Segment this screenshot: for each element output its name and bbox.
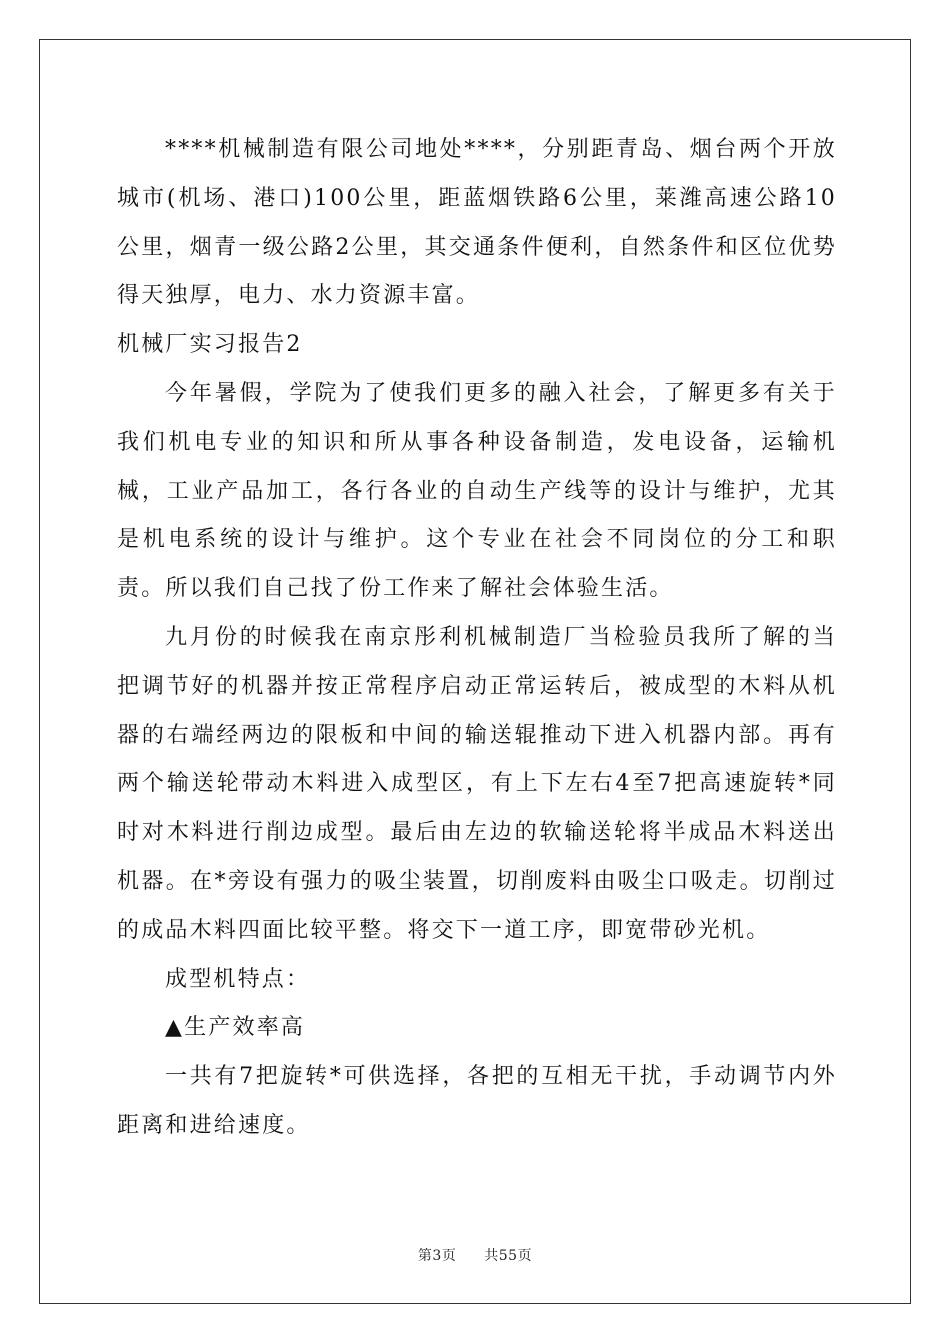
section-heading: 机械厂实习报告2	[117, 332, 303, 358]
paragraph: ****机械制造有限公司地处****，分别距青岛、烟台两个开放城市(机场、港口)100公里，距蓝烟铁路6公里，莱潍高速公路10公里，烟青一级公路2公里，其交通条件便利，自然条件和区位优势得天独厚，电力、水力资源丰富。	[117, 137, 837, 309]
paragraph: ▲生产效率高	[165, 1015, 306, 1041]
page-number: 第3页	[417, 1248, 457, 1264]
page-footer	[0, 1245, 950, 1265]
paragraph: 九月份的时候我在南京彤利机械制造厂当检验员我所了解的当把调节好的机器并按正常程序启动正常运转后，被成型的木料从机器的右端经两边的限板和中间的输送辊推动下进入机器内部。再有两个输送轮带动木料进入成型区，有上下左右4至7把高速旋转*同时对木料进行削边成型。最后由左边的软输送轮将半成品木料送出机器。在*旁设有强力的吸尘装置，切削废料由吸尘口吸走。切削过的成品木料四面比较平整。将交下一道工序，即宽带砂光机。	[117, 624, 837, 943]
paragraph: 一共有7把旋转*可供选择，各把的互相无干扰，手动调节内外距离和进给速度。	[117, 1064, 837, 1138]
paragraph: 今年暑假，学院为了使我们更多的融入社会，了解更多有关于我们机电专业的知识和所从事各种设备制造，发电设备，运输机械，工业产品加工，各行各业的自动生产线等的设计与维护，尤其是机电系统的设计与维护。这个专业在社会不同岗位的分工和职责。所以我们自己找了份工作来了解社会体验生活。	[117, 380, 837, 602]
paragraph: 成型机特点：	[165, 966, 311, 992]
page-total: 共55页	[484, 1248, 533, 1264]
document-body	[117, 126, 837, 1151]
